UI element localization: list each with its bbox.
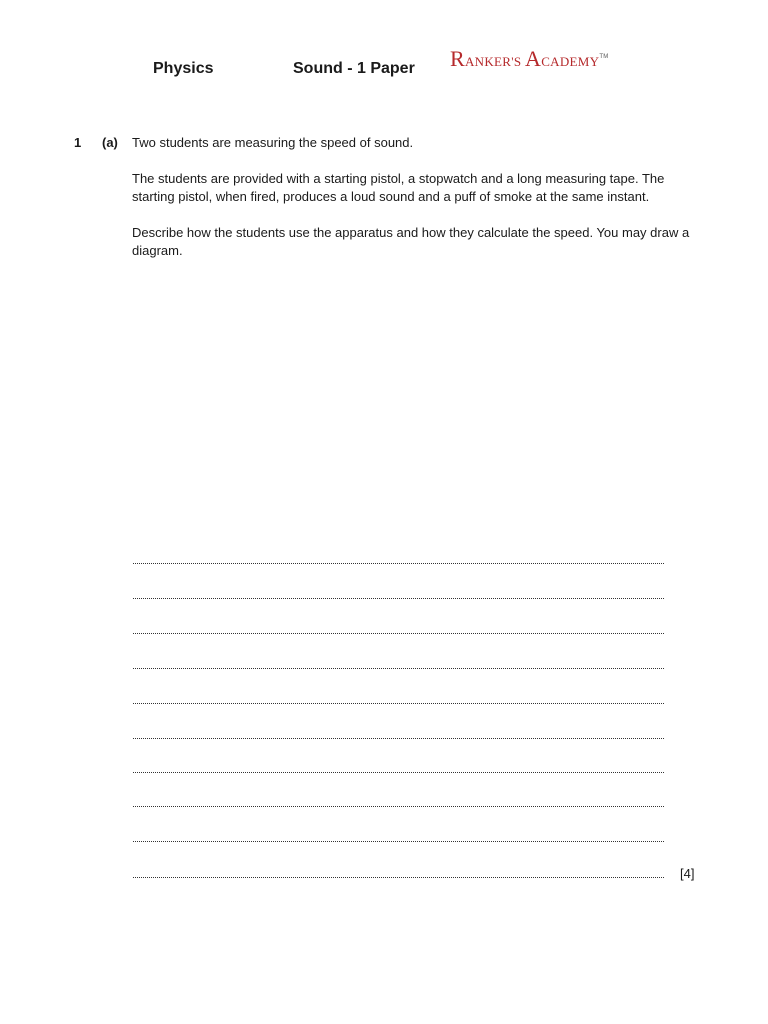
- question-intro: Two students are measuring the speed of sound.: [132, 135, 414, 150]
- logo-text-cademy: CADEMY: [541, 54, 600, 69]
- paper-title: Sound - 1 Paper: [293, 60, 415, 77]
- answer-line[interactable]: [133, 738, 664, 739]
- question-number: 1: [74, 135, 82, 150]
- question-task: Describe how the students use the apparatus and how they calculate the speed. You may draw a diagram.: [132, 225, 690, 258]
- marks-allocation: [4]: [680, 866, 695, 881]
- answer-line[interactable]: [133, 877, 664, 878]
- logo-initial-r: R: [450, 46, 465, 71]
- rankers-academy-logo: [450, 48, 609, 73]
- answer-line[interactable]: [133, 703, 664, 704]
- answer-line[interactable]: [133, 806, 664, 807]
- answer-line[interactable]: [133, 772, 664, 773]
- answer-line[interactable]: [133, 633, 664, 634]
- logo-trademark: TM: [599, 54, 609, 60]
- question-apparatus-description: The students are provided with a starting pistol, a stopwatch and a long measuring tape. The starting pistol, when fired, produces a loud sound and a puff of smoke at the same instant.: [132, 171, 665, 204]
- answer-line[interactable]: [133, 668, 664, 669]
- logo-initial-a: A: [525, 46, 542, 71]
- answer-line[interactable]: [133, 598, 664, 599]
- logo-text-ankers: ANKER'S: [464, 54, 522, 69]
- question-part-label: (a): [102, 135, 118, 150]
- answer-line[interactable]: [133, 841, 664, 842]
- answer-line[interactable]: [133, 563, 664, 564]
- subject-title: Physics: [153, 60, 214, 77]
